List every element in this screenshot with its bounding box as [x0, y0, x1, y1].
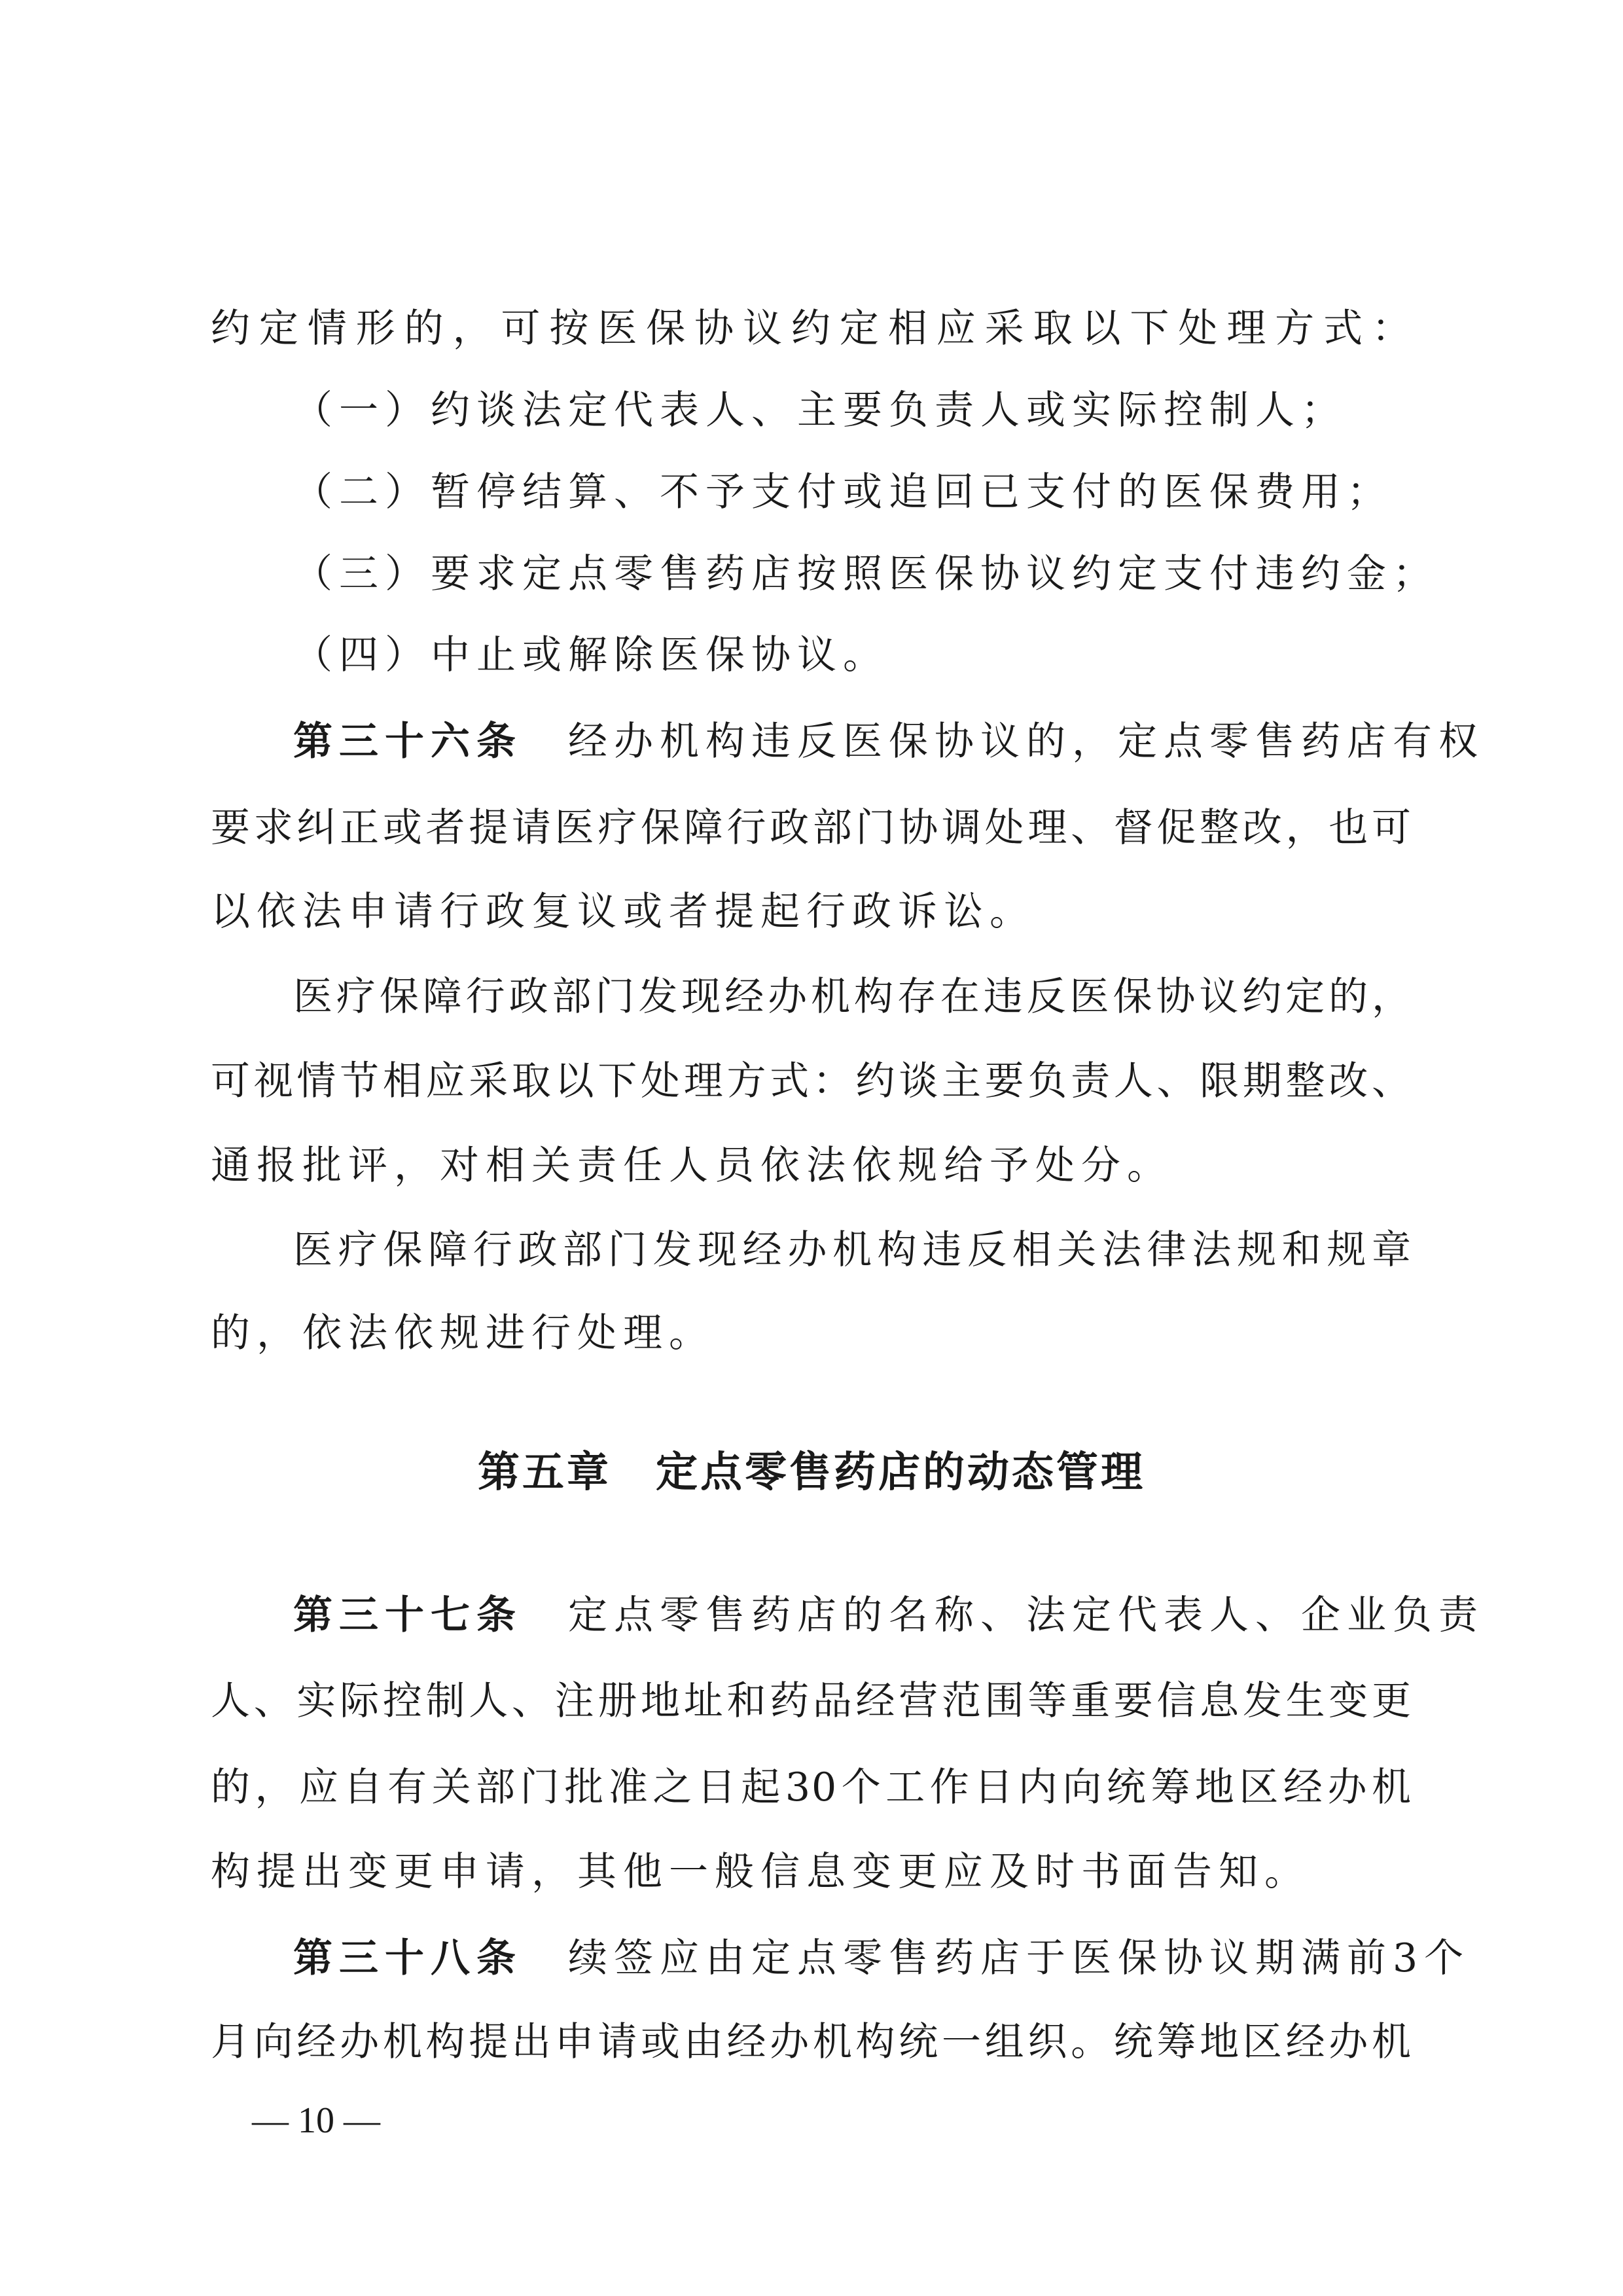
- page-number: — 10 —: [252, 2100, 380, 2141]
- article-heading: 第三十七条: [293, 1592, 522, 1638]
- article-text: 定点零售药店的名称、法定代表人、企业负责: [568, 1592, 1484, 1638]
- article-heading: 第三十六条: [293, 719, 522, 764]
- text-line: 构提出变更申请，其他一般信息变更应及时书面告知。: [211, 1849, 1310, 1895]
- text-line: 医疗保障行政部门发现经办机构存在违反医保协议约定的，: [293, 974, 1412, 1020]
- article-heading: 第三十八条: [293, 1935, 522, 1981]
- article-text: 续签应由定点零售药店于医保协议期满前3个: [568, 1935, 1471, 1981]
- text-line: 的，依法依规进行处理。: [211, 1310, 715, 1356]
- text-line: 通报批评，对相关责任人员依法依规给予处分。: [211, 1143, 1173, 1189]
- text-line: 以依法申请行政复议或者提起行政诉讼。: [211, 889, 1035, 935]
- list-item: （二）暂停结算、不予支付或追回已支付的医保费用；: [293, 469, 1393, 515]
- text-line: 人、实际控制人、注册地址和药品经营范围等重要信息发生变更: [211, 1678, 1412, 1724]
- article-37-first-line: [293, 1566, 1484, 1664]
- text-line: 约定情形的，可按医保协议约定相应采取以下处理方式：: [211, 306, 1412, 351]
- article-36-first-line: [293, 692, 1484, 791]
- chapter-title: 第五章 定点零售药店的动态管理: [478, 1448, 1145, 1497]
- list-item: （三）要求定点零售药店按照医保协议约定支付违约金；: [293, 551, 1438, 597]
- article-text: 经办机构违反医保协议的，定点零售药店有权: [568, 719, 1484, 764]
- text-line: 医疗保障行政部门发现经办机构违反相关法律法规和规章: [293, 1227, 1412, 1273]
- text-line: 月向经办机构提出申请或由经办机构统一组织。统筹地区经办机: [211, 2019, 1412, 2065]
- text-line: 的，应自有关部门批准之日起30个工作日内向统筹地区经办机: [211, 1765, 1412, 1810]
- list-item: （四）中止或解除医保协议。: [293, 632, 889, 678]
- text-line: 可视情节相应采取以下处理方式：约谈主要负责人、限期整改、: [211, 1058, 1412, 1104]
- text-line: 要求纠正或者提请医疗保障行政部门协调处理、督促整改，也可: [211, 805, 1412, 851]
- list-item: （一）约谈法定代表人、主要负责人或实际控制人；: [293, 387, 1347, 433]
